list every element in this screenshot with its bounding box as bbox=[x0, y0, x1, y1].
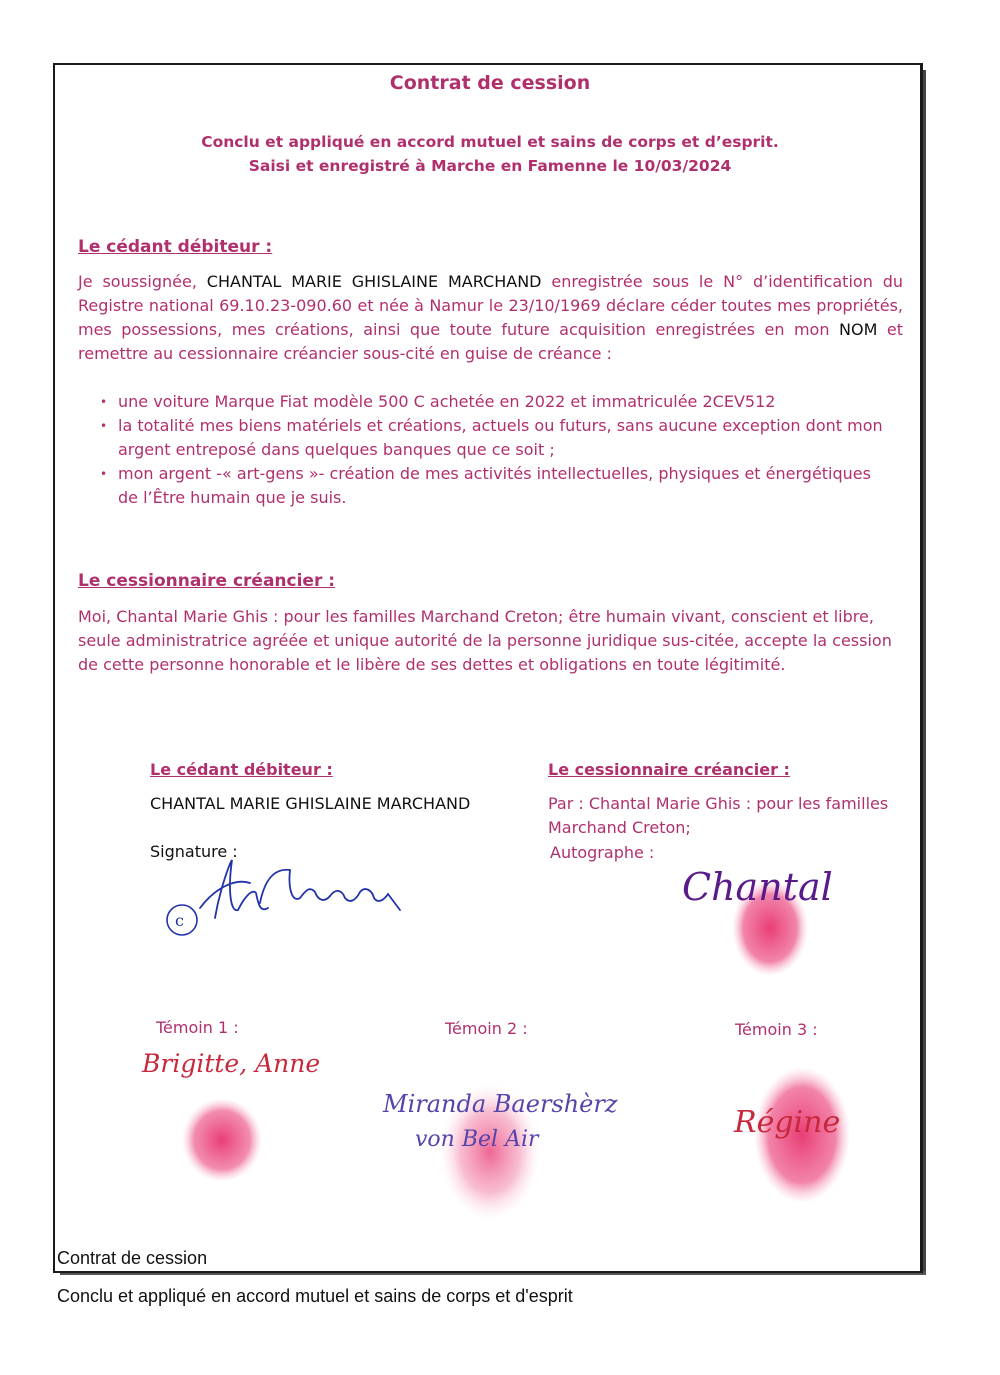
left-signatory-name: CHANTAL MARIE GHISLAINE MARCHAND bbox=[150, 794, 471, 813]
witness-3-label: Témoin 3 : bbox=[735, 1020, 818, 1039]
cedant-heading: Le cédant débiteur : bbox=[78, 237, 273, 257]
witness-3-signature bbox=[720, 1060, 900, 1220]
list-item: • la totalité mes biens matériels et créations, actuels ou futurs, sans aucune exception dont mon argent entreposé dans quelques banques que ce soit ; bbox=[100, 414, 890, 462]
list-item: • une voiture Marque Fiat modèle 500 C achetée en 2022 et immatriculée 2CEV512 bbox=[100, 390, 890, 414]
cessionnaire-heading: Le cessionnaire créancier : bbox=[78, 571, 336, 591]
svg-text:c: c bbox=[175, 911, 184, 930]
witness-1-signature-text: Brigitte, Anne bbox=[142, 1049, 321, 1078]
cedant-signature-text: ©ChMarchand bbox=[220, 895, 418, 925]
cedant-paragraph-prefix: Je soussignée, bbox=[78, 272, 207, 291]
autographe-label: Autographe : bbox=[550, 843, 655, 862]
witness-3-signature-text: Régine bbox=[734, 1105, 841, 1140]
cedant-bullet-list bbox=[100, 390, 890, 510]
witness-1-signature bbox=[140, 1040, 370, 1210]
signature-label: Signature : bbox=[150, 842, 238, 861]
document-title: Contrat de cession bbox=[389, 72, 591, 94]
cedant-paragraph-middle: enregistrée sous le N° d’identification du Registre national 69.10.23-090.60 et née à Namur le 23/10/1969 déclare céder toutes mes propriétés, mes possessions, mes créations, ainsi que toute future acquisition enregistrées en mon bbox=[78, 272, 904, 339]
cedant-paragraph-suffix: et remettre au cessionnaire créancier sous-cité en guise de créance : bbox=[78, 320, 904, 363]
witness-2-signature-line-1: Miranda Baershèrz bbox=[383, 1090, 618, 1118]
list-item: • mon argent -« art-gens »- création de mes activités intellectuelles, physiques et énergétiques de l’Être humain que je suis. bbox=[100, 462, 890, 510]
cedant-full-name: CHANTAL MARIE GHISLAINE MARCHAND bbox=[206, 272, 542, 291]
witness-2-signature-line-2: von Bel Air bbox=[415, 1127, 539, 1152]
footer-inside-label: Contrat de cession bbox=[57, 1248, 208, 1268]
right-signatory-line-2: Marchand Creton; bbox=[548, 818, 691, 837]
witness-1-label: Témoin 1 : bbox=[156, 1018, 239, 1037]
subtitle-line-2: Saisi et enregistré à Marche en Famenne le 10/03/2024 bbox=[248, 157, 732, 175]
cessionnaire-paragraph: Moi, Chantal Marie Ghis : pour les familles Marchand Creton; être humain vivant, conscient et libre, seule administratrice agréée et unique autorité de la personne juridique sus-citée, accepte la cession de cette personne honorable et le libère de ses dettes et obligations en toute légitimité. bbox=[78, 607, 892, 674]
footer-below-label: Conclu et appliqué en accord mutuel et sains de corps et d'esprit bbox=[57, 1286, 573, 1306]
cessionnaire-signature-text: Chantal bbox=[682, 865, 833, 909]
cedant-paragraph bbox=[78, 270, 903, 366]
cedant-nom: NOM bbox=[839, 320, 878, 339]
witness-2-signature bbox=[375, 1070, 645, 1230]
left-signature-heading: Le cédant débiteur : bbox=[150, 760, 333, 779]
right-signatory-line-1: Par : Chantal Marie Ghis : pour les familles bbox=[548, 794, 889, 813]
right-signature-heading: Le cessionnaire créancier : bbox=[548, 760, 790, 779]
cessionnaire-fingerprint-signature bbox=[660, 840, 860, 980]
witness-2-label: Témoin 2 : bbox=[445, 1019, 528, 1038]
subtitle-line-1: Conclu et appliqué en accord mutuel et sains de corps et d’esprit. bbox=[201, 133, 779, 151]
cedant-signature bbox=[160, 848, 420, 948]
